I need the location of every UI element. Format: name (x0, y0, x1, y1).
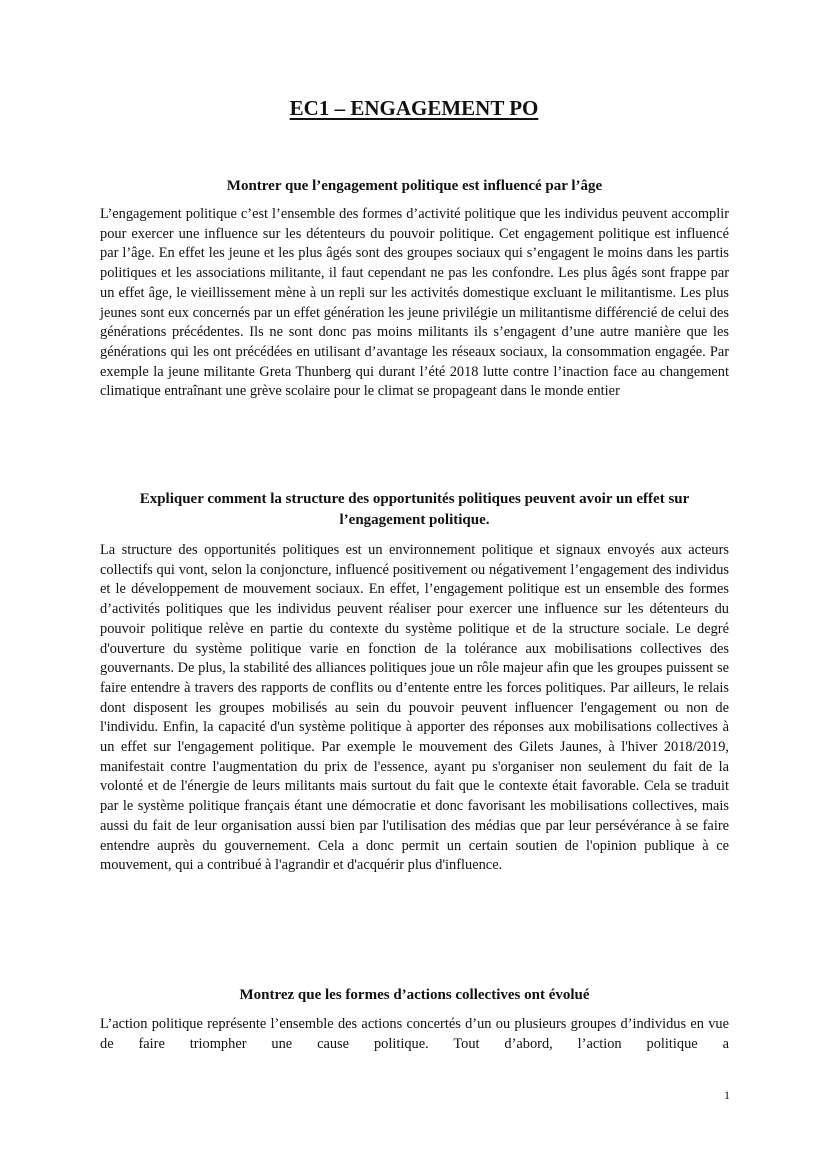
section-body-collective-actions: L’action politique représente l’ensemble des actions concertés d’un ou plusieurs groupes d’individus en vue de faire triompher une cause politique. Tout d’abord, l’action politique a (100, 1016, 729, 1052)
page-number: 1 (724, 1088, 730, 1102)
section-heading-collective-actions: Montrez que les formes d’actions collectives ont évolué (239, 987, 590, 1003)
document-title: EC1 – ENGAGEMENT PO (289, 96, 539, 120)
section-heading-opportunities: Expliquer comment la structure des opportunités politiques peuvent avoir un effet sur l’engagement politique. (139, 491, 690, 528)
section-heading-age: Montrer que l’engagement politique est influencé par l’âge (226, 178, 603, 194)
section-body-age: L’engagement politique c’est l’ensemble des formes d’activité politique que les individus peuvent accomplir pour exercer une influence sur les détenteurs du pouvoir politique. Cet engagement politique est influencé par l’âge. En effet les jeune et les plus âgés sont des groupes sociaux qui s’engagent le moins dans les partis politiques et les associations militante, il faut cependant ne pas les confondre. Les plus âgés sont frappe par un effet âge, le vieillissement mène à un repli sur les activités domestique excluant le militantisme. Les plus jeunes sont eux concernés par un effet génération les jeune privilégie un militantisme différencié de celui des générations précédentes. Ils ne sont donc pas moins militants ils s’engagent d’une autre manière que les générations qui les ont précédées en utilisant d’avantage les réseaux sociaux, la consommation engagée. Par exemple la jeune militante Greta Thunberg qui durant l’été 2018 lutte contre l’inaction face au changement climatique entraînant une grève scolaire pour le climat se propageant dans le monde entier (100, 206, 729, 400)
section-body-opportunities: La structure des opportunités politiques est un environnement politique et signaux envoyés aux acteurs collectifs qui vont, selon la conjoncture, influencé positivement ou négativement l’engagement des individus et le développement de mouvement sociaux. En effet, l’engagement politique est un ensemble des formes d’activités politiques que les individus peuvent réaliser pour exercer une influence sur les détenteurs du pouvoir politique relève en partie du contexte du système politique et de la structure sociale. Le degré d'ouverture du système politique varie en fonction de la tolérance aux mobilisations collectives des gouvernants. De plus, la stabilité des alliances politiques joue un rôle majeur afin que les groupes puissent se faire entendre à travers des rapports de conflits ou d’entente entre les forces politiques. Par ailleurs, le relais dont disposent les groupes mobilisés au sein du pouvoir peuvent influencer l'engagement ou non de l'individu. Enfin, la capacité d'un système politique à apporter des réponses aux mobilisations collectives à un effet sur l'engagement politique. Par exemple le mouvement des Gilets Jaunes, à l'hiver 2018/2019, manifestait contre l'augmentation du prix de l'essence, ayant pu s'organiser non seulement du fait de la volonté et de l'énergie de leurs militants mais surtout du fait que le contexte était favorable. Cela se traduit par le système politique français étant une démocratie et donc favorisant les mobilisations collectives, mais aussi du fait de leur organisation aussi bien par l'utilisation des médias que par leur persévérance à se faire entendre auprès du gouvernement. Cela a donc permit un certain soutien de l'opinion publique à ce mouvement, qui a contribué à l'agrandir et d'acquérir plus d'influence. (100, 542, 729, 874)
